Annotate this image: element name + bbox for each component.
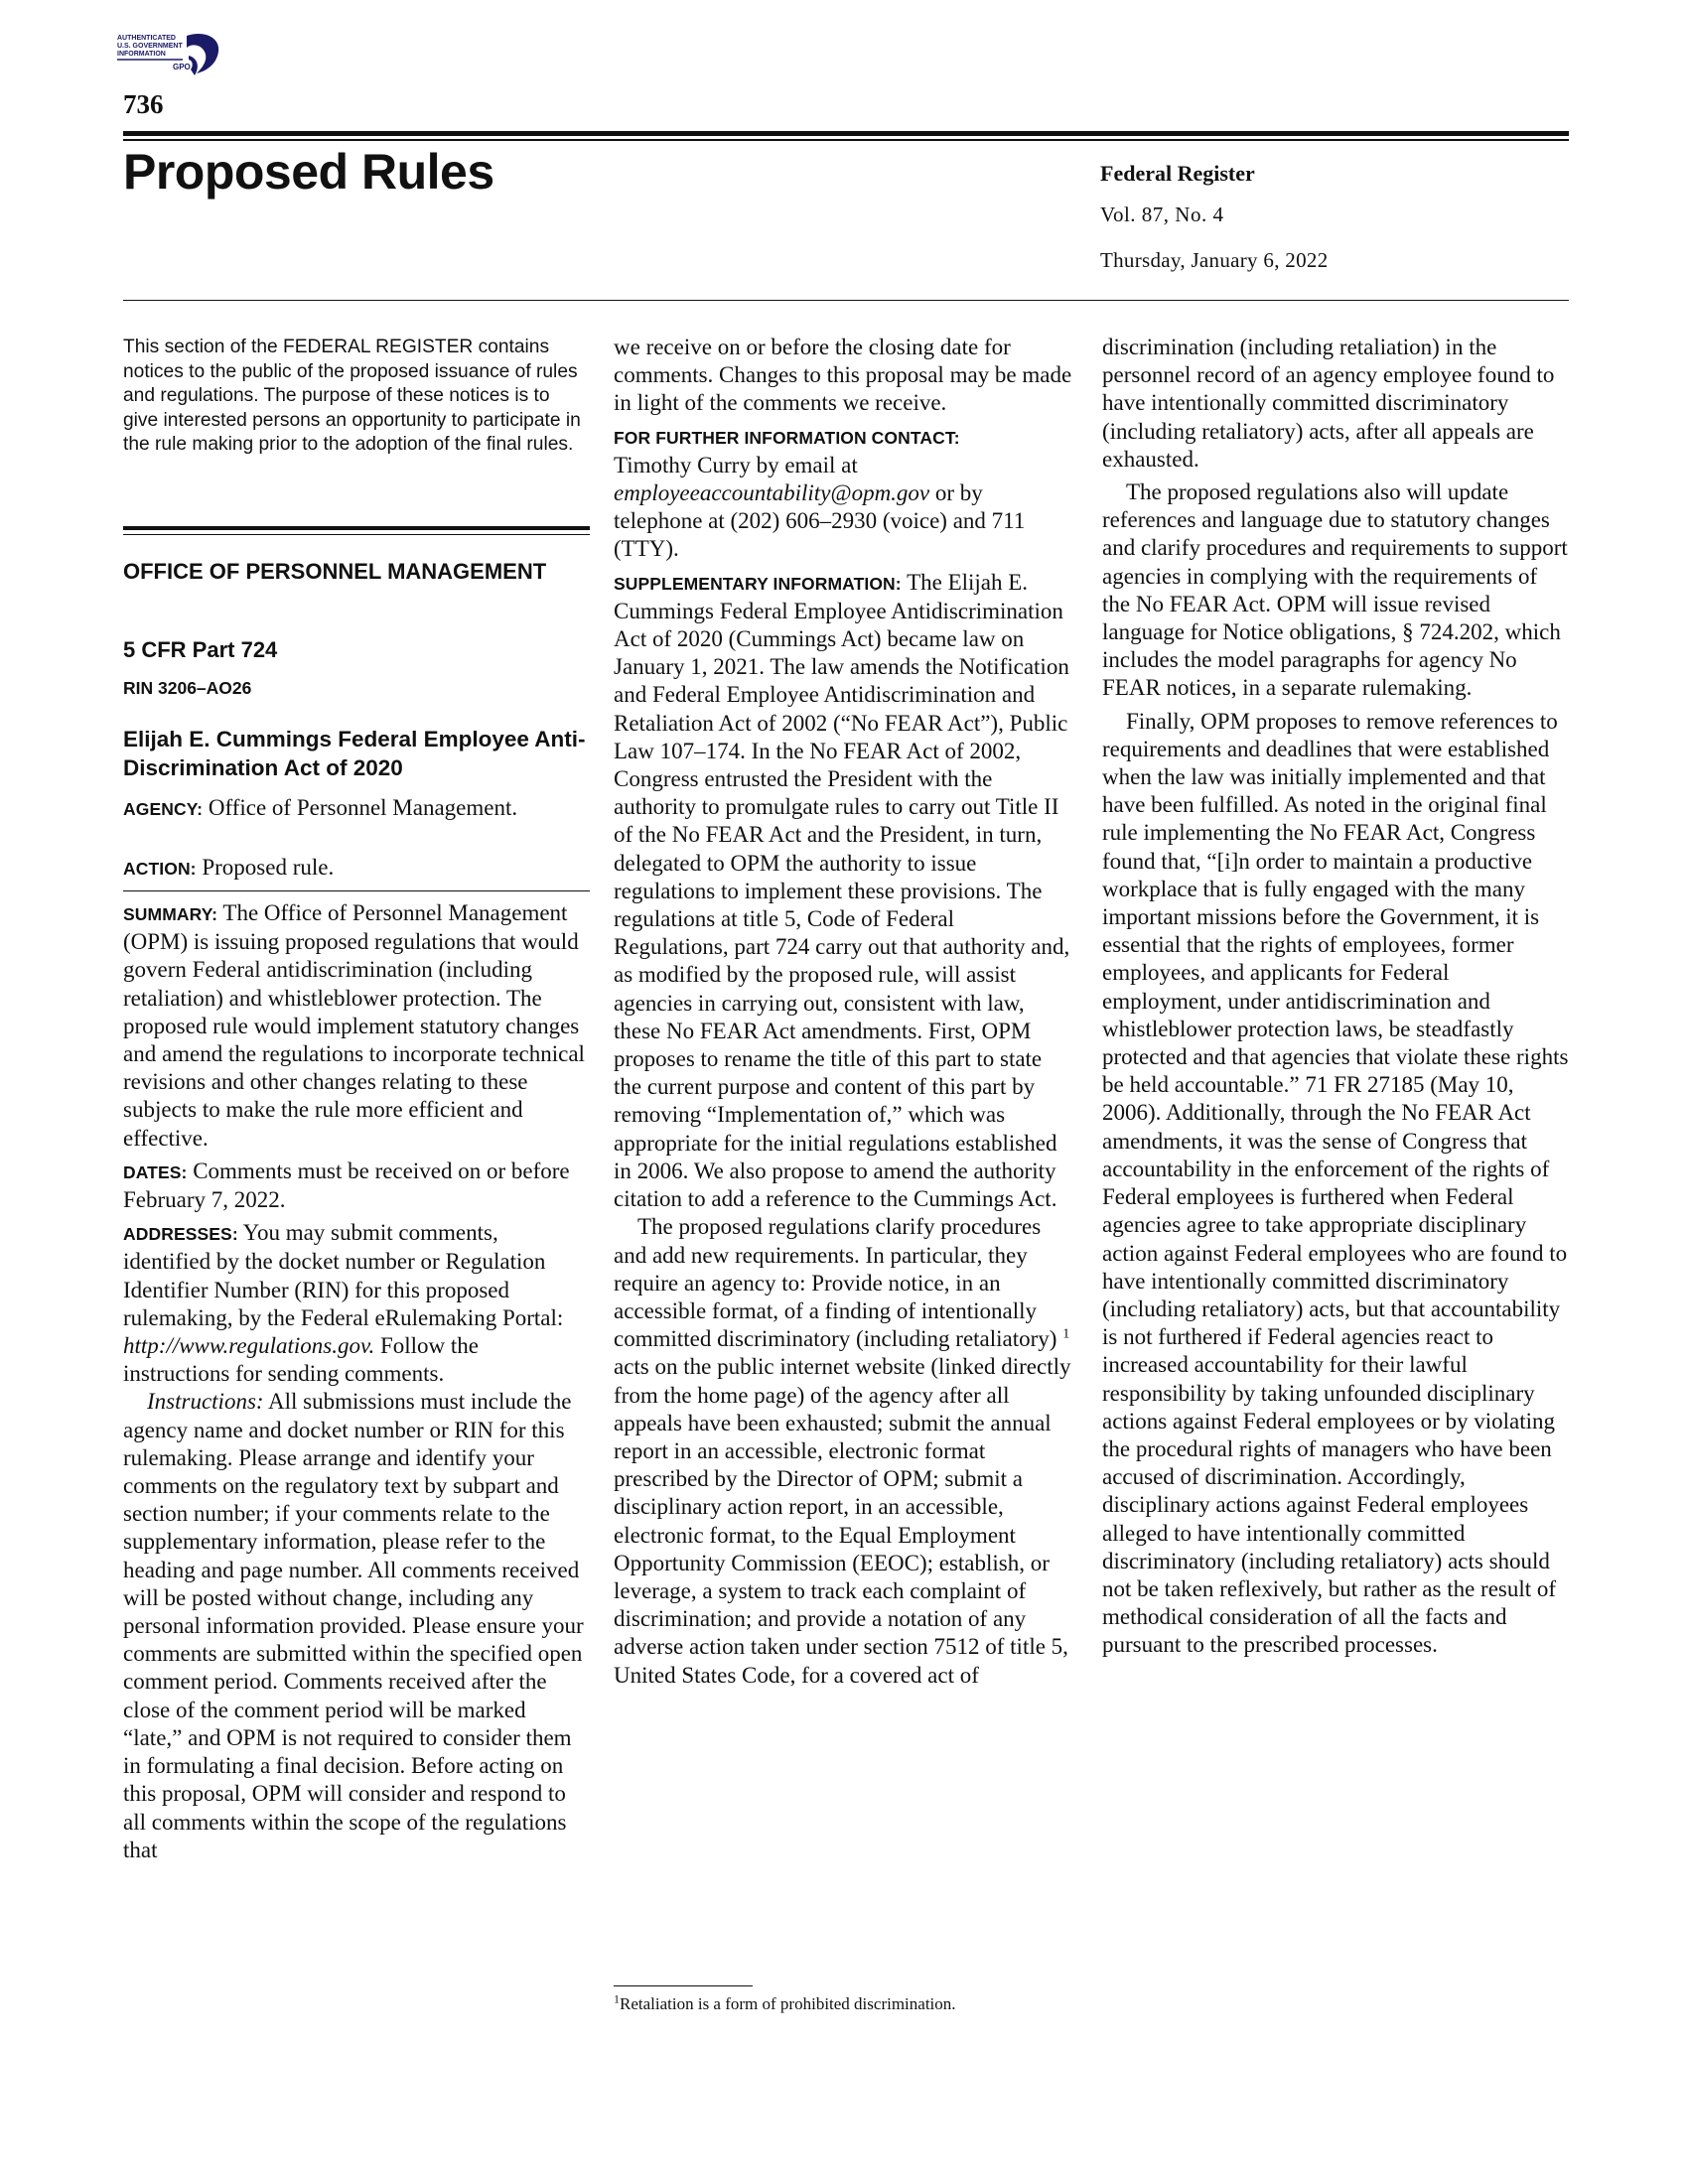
header-bottom-rule (123, 300, 1569, 301)
contact-email-link[interactable]: employeeaccountability@opm.gov (614, 480, 930, 506)
col2-para2-text-b: acts on the public internet website (linked directly from the home page) of the agency after all appeals have been exhausted; submit the annual report in an accessible, electronic format prescribed by the Director of OPM; submit a disciplinary action report, in an accessible, electronic format, to the Equal Employment Opportunity Commission (EEOC); establish, or leverage, a system to track each complaint of discrimination; and provide a notation of any adverse action taken under section 7512 of title 5, United States Code, for a covered act of (614, 1354, 1071, 1688)
col2-para2-text-a: The proposed regulations clarify procedures and add new requirements. In particular, they require an agency to: Provide notice, in an accessible format, of a finding of intentionally committed discriminatory (including retaliatory) (614, 1214, 1057, 1352)
gpo-authenticated-logo (117, 30, 226, 93)
addresses-text-after: Follow the instructions for sending comments. (123, 1333, 479, 1387)
footnote-text: Retaliation is a form of prohibited discrimination. (620, 1994, 956, 2013)
register-name: Federal Register (1100, 161, 1255, 186)
addresses-label: ADDRESSES: (123, 1224, 238, 1245)
footnote-mark: 1 (614, 1991, 620, 2006)
dates-label: DATES: (123, 1161, 188, 1182)
svg-text:U.S. GOVERNMENT: U.S. GOVERNMENT (117, 43, 183, 50)
addresses-paragraph (123, 1219, 590, 1388)
contact-paragraph (614, 423, 1072, 564)
rin-number: RIN 3206–AO26 (123, 678, 252, 698)
col3-continuation: discrimination (including retaliation) in the personnel record of an agency employee found to have intentionally committed discriminatory (including retaliatory) acts, after all appeals are exhausted. (1102, 335, 1555, 472)
contact-text-after: or by telephone at (202) 606–2930 (voice) and 711 (TTY). (614, 480, 1026, 562)
register-volume: Vol. 87, No. 4 (1100, 203, 1224, 226)
contact-text: Timothy Curry by email at (614, 452, 858, 478)
register-date: Thursday, January 6, 2022 (1100, 248, 1329, 272)
header-rule-thick (123, 131, 1569, 136)
col3-paragraph-2: The proposed regulations also will update references and language due to statutory changes and clarify procedures and requirements to support agencies in complying with the requirements of the No FEAR Act. OPM will issue revised language for Notice obligations, § 724.202, which includes the model paragraphs for agency No FEAR notices, in a separate rulemaking. (1102, 479, 1568, 701)
column-3-body (1102, 334, 1569, 1665)
agency-text: Office of Personnel Management. (203, 795, 518, 820)
gpo-eagle-icon (117, 30, 226, 93)
agency-heading: OFFICE OF PERSONNEL MANAGEMENT (123, 559, 547, 584)
svg-text:INFORMATION: INFORMATION (117, 51, 166, 58)
col3-paragraph-3: Finally, OPM proposes to remove references to requirements and deadlines that were established when the law was initially implemented and that have been fulfilled. As noted in the original final rule implementing the No FEAR Act, Congress found that, “[i]n order to maintain a productive workplace that is fully engaged with the many important missions before the Government, it is essential that the rights of employees, former employees, and applicants for Federal employment, under antidiscrimination and whistleblower protection laws, be steadfastly protected and that agencies that violate these rights be held accountable.” 71 FR 27185 (May 10, 2006). Additionally, through the No FEAR Act amendments, it was the sense of Congress that accountability in the enforcement of the rights of Federal employees is furthered when Federal agencies agree to take appropriate disciplinary action against Federal employees who are found to have intentionally committed discriminatory (including retaliatory) acts, but that accountability is not furthered if Federal agencies react to increased accountability for their lawful responsibility by taking unfounded disciplinary actions against Federal employees or by violating the procedural rights of managers who have been accused of discrimination. Accordingly, disciplinary actions against Federal employees alleged to have intentionally committed discriminatory (including retaliatory) acts should not be taken reflexively, but rather as the result of methodical consideration of all the facts and pursuant to the prescribed processes. (1102, 708, 1569, 1658)
action-text: Proposed rule. (196, 855, 335, 880)
notice-rule-thin (123, 534, 590, 535)
footnote-rule (614, 1985, 753, 1986)
contact-label: FOR FURTHER INFORMATION CONTACT: (614, 427, 960, 448)
instructions-text: All submissions must include the agency name and docket number or RIN for this rulemaking. Please arrange and identify your comments on the regulatory text by subpart and section number; if your comments relate to the supplementary information, please refer to the heading and page number. All comments received will be posted without change, including any personal information provided. Please ensure your comments are submitted within the specified open comment period. Comments received after the close of the comment period will be marked “late,” and OPM is not required to consider them in formulating a final decision. Before acting on this proposal, OPM will consider and respond to all comments within the scope of the regulations that (123, 1389, 584, 1862)
instructions-label: Instructions: (147, 1389, 264, 1415)
column-2-body (614, 334, 1072, 1695)
action-field (123, 854, 590, 883)
notice-rule-thick (123, 526, 590, 530)
section-title: Proposed Rules (123, 144, 494, 200)
supplementary-label: SUPPLEMENTARY INFORMATION: (614, 573, 902, 594)
summary-paragraph (123, 899, 590, 1153)
agency-field (123, 794, 590, 823)
document-title: Elijah E. Cummings Federal Employee Anti-Discrimination Act of 2020 (123, 727, 586, 780)
supplementary-paragraph (614, 569, 1072, 1214)
addresses-text: You may submit comments, identified by the docket number or Regulation Identifier Number (RIN) for this proposed rulemaking, by the Federal eRulemaking Portal: (123, 1220, 564, 1330)
supplementary-text: The Elijah E. Cummings Federal Employee Antidiscrimination Act of 2020 (Cummings Act) became law on January 1, 2021. The law amends the Notification and Federal Employee Antidiscrimination and Retaliation Act of 2002 (“No FEAR Act”), Public Law 107–174. In the No FEAR Act of 2002, Congress entrusted the President with the authority to promulgate rules to carry out Title II of the No FEAR Act and the President, in turn, delegated to OPM the authority to issue regulations to implement these provisions. The regulations at title 5, Code of Federal Regulations, part 724 carry out that authority and, as modified by the proposed rule, will assist agencies in carrying out, consistent with law, these No FEAR Act amendments. First, OPM proposes to rename the title of this part to state the current purpose and content of this part by removing “Implementation of,” which was appropriate for the initial regulations established in 2006. We also propose to amend the authority citation to add a reference to the Cummings Act. (614, 569, 1070, 1212)
svg-text:AUTHENTICATED: AUTHENTICATED (117, 35, 176, 42)
col2-paragraph-2 (614, 1213, 1072, 1689)
summary-text: The Office of Personnel Management (OPM) is issuing proposed regulations that would govern Federal antidiscrimination (including retaliation) and whistleblower protection. The proposed rule would implement statutory changes and amend the regulations to incorporate technical revisions and other changes relating to these subjects to make the rule more efficient and effective. (123, 900, 585, 1151)
agency-label: AGENCY: (123, 799, 204, 819)
cfr-part: 5 CFR Part 724 (123, 637, 278, 662)
dates-text: Comments must be received on or before February 7, 2022. (123, 1158, 570, 1213)
page-number: 736 (123, 89, 164, 119)
action-label: ACTION: (123, 859, 197, 879)
col2-continuation: we receive on or before the closing date for comments. Changes to this proposal may be made in light of the comments we receive. (614, 335, 1072, 416)
footnote (614, 1993, 1072, 2015)
footnote-reference[interactable]: 1 (1062, 1326, 1070, 1342)
summary-label: SUMMARY: (123, 904, 218, 924)
regulations-gov-link[interactable]: http://www.regulations.gov. (123, 1333, 375, 1359)
header-rule-thin (123, 139, 1569, 141)
section-notice: This section of the FEDERAL REGISTER contains notices to the public of the proposed issuance of rules and regulations. The purpose of these notices is to give interested persons an opportunity to participate in the rule making prior to the adoption of the final rules. (123, 337, 581, 456)
dates-paragraph (123, 1158, 590, 1214)
summary-rule (123, 890, 590, 891)
column-1-body (123, 899, 590, 1869)
svg-text:GPO: GPO (173, 63, 191, 71)
instructions-paragraph (123, 1388, 590, 1863)
